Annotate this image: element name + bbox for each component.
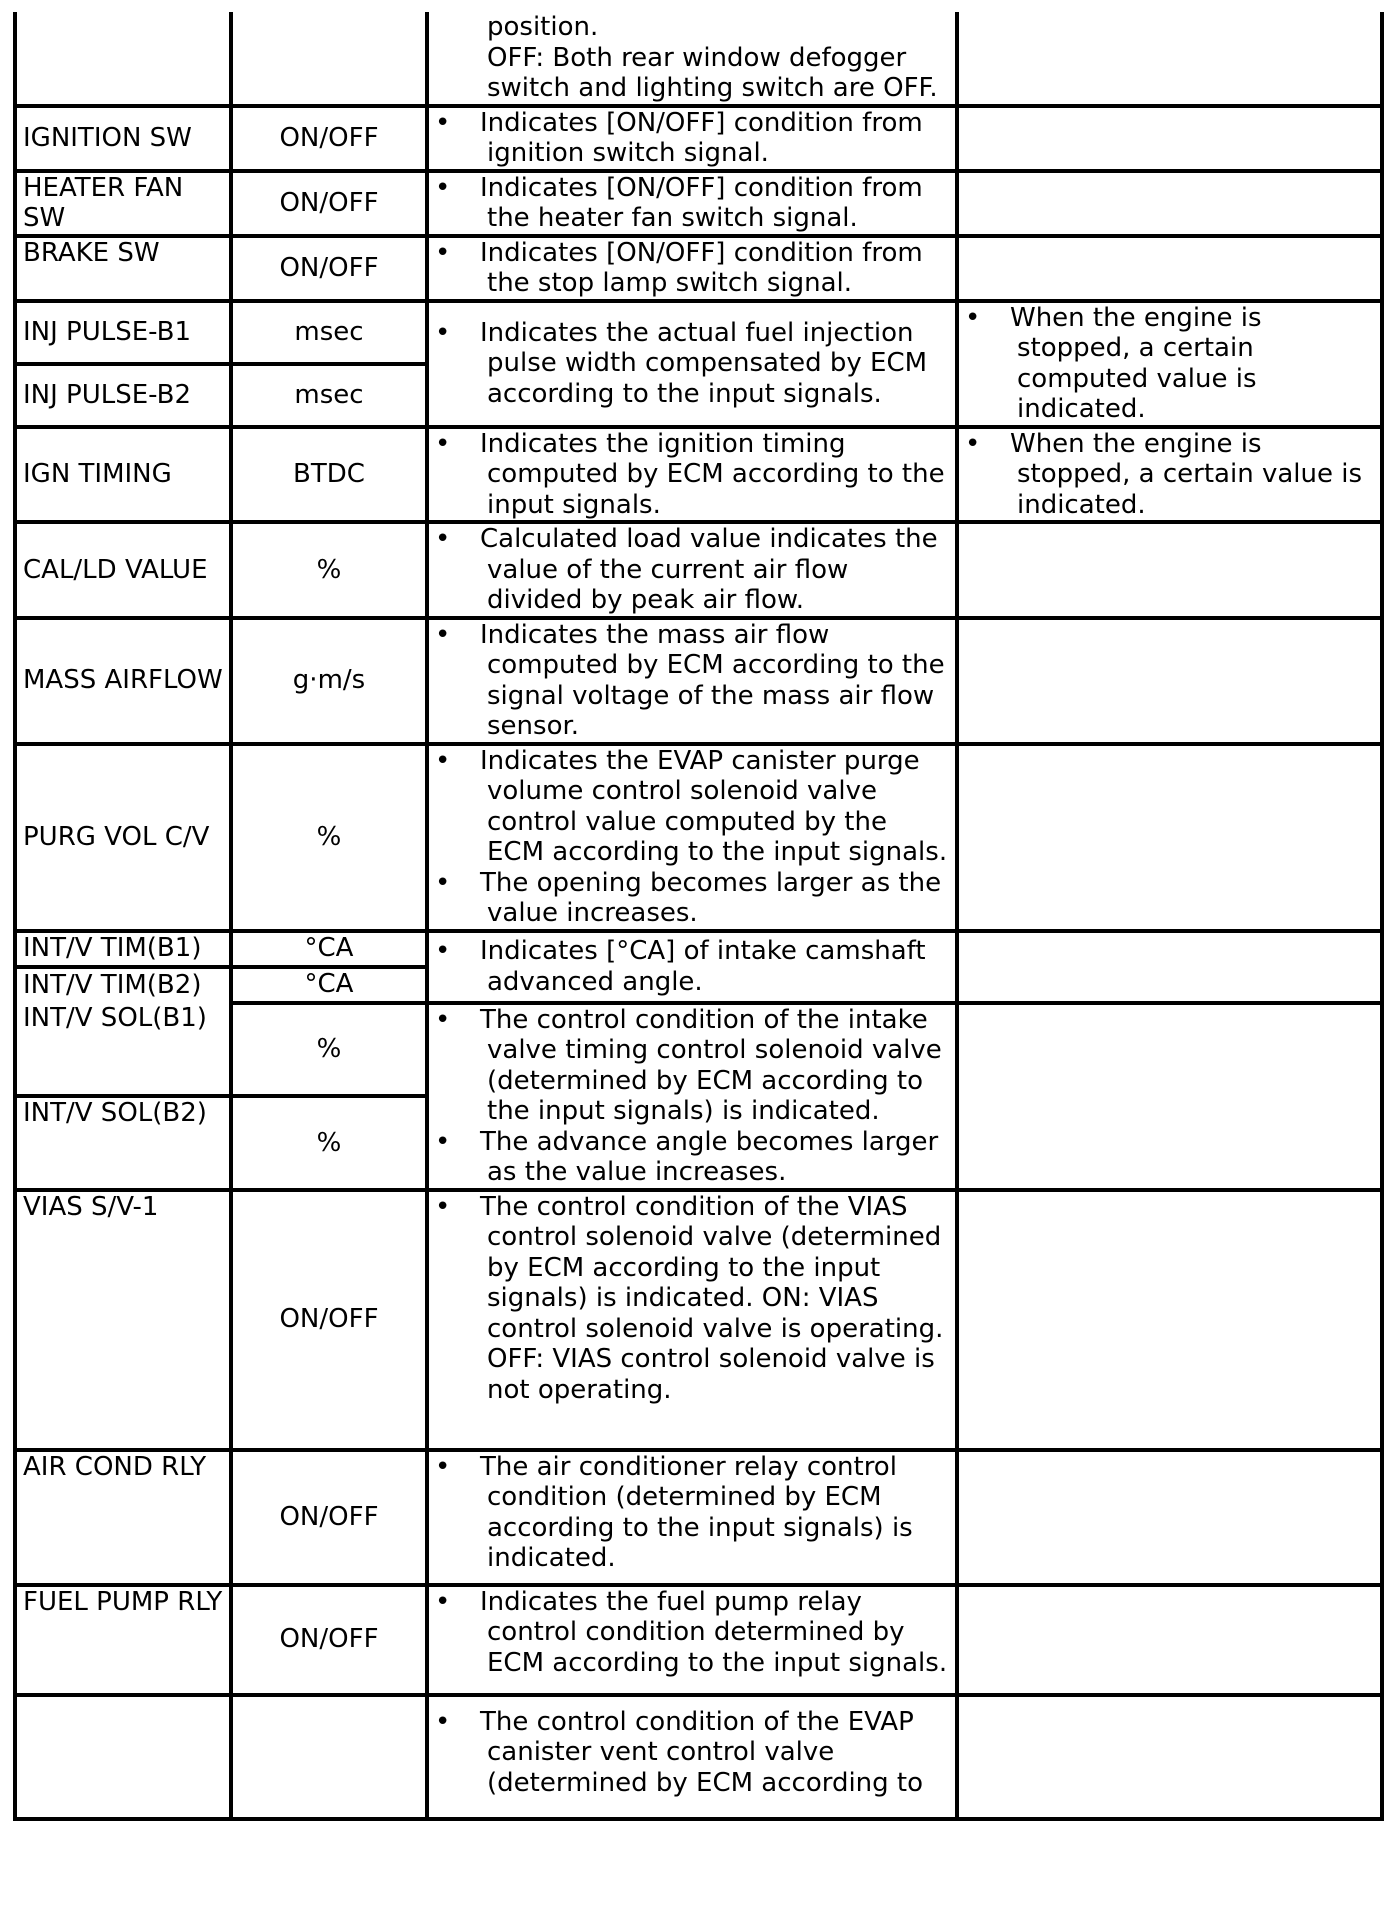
description-bullet: • Indicates [ON/OFF] condition from ignition switch signal.: [435, 108, 951, 169]
description-bullet: • Indicates [ON/OFF] condition from the heater fan switch signal.: [435, 173, 951, 234]
item-name: PURG VOL C/V: [23, 821, 210, 852]
item-unit: ON/OFF: [279, 122, 379, 153]
unit-cell: [231, 301, 427, 364]
table-row: [15, 427, 1382, 523]
item-unit: %: [316, 1127, 342, 1158]
item-name-cell: [15, 1585, 231, 1695]
description-cell: [427, 236, 957, 301]
data-monitor-table: [13, 12, 1384, 1821]
unit-cell: [231, 106, 427, 171]
description-cell: [427, 1695, 957, 1819]
unit-cell: [231, 1585, 427, 1695]
remark-cell: [957, 1190, 1382, 1450]
item-name-cell: [15, 1003, 231, 1097]
unit-cell: [231, 618, 427, 744]
unit-cell: [231, 427, 427, 523]
unit-cell: [231, 522, 427, 618]
item-name-cell: [15, 171, 231, 236]
description-cell: [427, 1190, 957, 1450]
table-row: [15, 1003, 1382, 1097]
description-cell: [427, 12, 957, 106]
item-name: BRAKE SW: [23, 237, 160, 268]
item-name: IGN TIMING: [23, 459, 172, 489]
description-cell: [427, 106, 957, 171]
item-name: INT/V TIM(B1): [23, 933, 202, 964]
description-cell: [427, 1003, 957, 1190]
item-name: HEATER FAN SW: [23, 172, 184, 233]
item-name-cell: [15, 744, 231, 931]
table-row: [15, 171, 1382, 236]
item-name-cell: [15, 618, 231, 744]
table-row: [15, 1585, 1382, 1695]
table-row: [15, 522, 1382, 618]
description-cell: [427, 522, 957, 618]
item-name: IGNITION SW: [23, 122, 192, 153]
description-bullet: • Indicates the mass air flow computed by ECM according to the signal voltage of the mass air flow sensor.: [435, 620, 951, 742]
item-name: VIAS S/V-1: [23, 1191, 159, 1222]
item-unit: BTDC: [293, 459, 365, 489]
item-name: INT/V SOL(B1): [23, 1002, 207, 1033]
description-bullet: • Calculated load value indicates the value of the current air flow divided by peak air flow.: [435, 524, 951, 616]
table-row: [15, 1695, 1382, 1819]
item-name-cell: [15, 1096, 231, 1190]
item-name-cell: [15, 364, 231, 427]
description-cell: [427, 1585, 957, 1695]
remark-cell: [957, 522, 1382, 618]
remark-cell: [957, 618, 1382, 744]
description-cell: [427, 744, 957, 931]
unit-cell: [231, 744, 427, 931]
item-name: INT/V TIM(B2): [23, 970, 202, 1001]
table-row: [15, 301, 1382, 364]
item-name-cell: [15, 427, 231, 523]
remark-cell: [957, 236, 1382, 301]
item-name-cell: [15, 301, 231, 364]
item-unit: °CA: [304, 933, 354, 964]
remark-cell: [957, 744, 1382, 931]
description-bullet: • Indicates the EVAP canister purge volume control solenoid valve control value computed by the ECM according to the input signals.: [435, 746, 951, 868]
item-unit: %: [316, 554, 342, 585]
unit-cell: [231, 171, 427, 236]
table-row: [15, 236, 1382, 301]
item-unit: msec: [294, 316, 364, 347]
description-bullet: • The control condition of the EVAP canister vent control valve (determined by ECM according to: [435, 1707, 951, 1799]
description-bullet: • The air conditioner relay control condition (determined by ECM according to the input signals) is indicated.: [435, 1452, 951, 1574]
table-row: [15, 931, 1382, 967]
item-name: FUEL PUMP RLY: [23, 1586, 223, 1617]
item-name-cell: [15, 236, 231, 301]
description-cell: [427, 171, 957, 236]
description-bullet: • Indicates the ignition timing computed by ECM according to the input signals.: [435, 429, 951, 521]
description-cell: [427, 1450, 957, 1585]
remark-cell: [957, 931, 1382, 1003]
table-row: [15, 1190, 1382, 1450]
description-bullet: • Indicates the actual fuel injection pulse width compensated by ECM according to the input signals.: [435, 318, 951, 410]
table-row: [15, 12, 1382, 106]
item-name-cell: [15, 106, 231, 171]
item-name-cell: [15, 1695, 231, 1819]
item-unit: ON/OFF: [279, 1304, 379, 1335]
remark-cell: [957, 1695, 1382, 1819]
item-unit: ON/OFF: [279, 252, 379, 283]
item-name: INJ PULSE-B1: [23, 316, 192, 347]
remark-cell: [957, 12, 1382, 106]
description-bullet: • Indicates [ON/OFF] condition from the stop lamp switch signal.: [435, 238, 951, 299]
table-row: [15, 106, 1382, 171]
description-cell: [427, 931, 957, 1003]
remark-cell: [957, 171, 1382, 236]
unit-cell: [231, 1096, 427, 1190]
description-bullet: • The control condition of the VIAS control solenoid valve (determined by ECM according to the input signals) is indicated. ON: VIAS control solenoid valve is operating. OFF: VIAS control solenoid valve is not operating.: [435, 1192, 951, 1406]
item-name-cell: [15, 12, 231, 106]
description-bullet: • The advance angle becomes larger as the value increases.: [435, 1127, 951, 1188]
table-row: [15, 744, 1382, 931]
item-unit: °CA: [304, 969, 354, 1000]
unit-cell: [231, 1190, 427, 1450]
remark-cell: [957, 301, 1382, 427]
description-line: OFF: Both rear window defogger: [487, 42, 907, 73]
table-row: [15, 1450, 1382, 1585]
description-cell: [427, 427, 957, 523]
description-bullet: • The control condition of the intake valve timing control solenoid valve (determined by ECM according to the input signals) is indicated.: [435, 1005, 951, 1127]
description-line: switch and lighting switch are OFF.: [487, 73, 938, 103]
item-unit: %: [316, 1034, 342, 1064]
item-name-cell: [15, 1190, 231, 1450]
unit-cell: [231, 12, 427, 106]
item-name: INJ PULSE-B2: [23, 379, 192, 410]
remark-bullet: • When the engine is stopped, a certain value is indicated.: [965, 429, 1376, 521]
remark-cell: [957, 427, 1382, 523]
remark-cell: [957, 106, 1382, 171]
description-bullet: • Indicates [°CA] of intake camshaft advanced angle.: [435, 936, 951, 997]
item-name: AIR COND RLY: [23, 1451, 207, 1482]
item-unit: %: [316, 821, 342, 852]
item-unit: msec: [294, 379, 364, 410]
remark-cell: [957, 1450, 1382, 1585]
unit-cell: [231, 1450, 427, 1585]
description-line: position.: [487, 12, 599, 42]
table-row: [15, 618, 1382, 744]
remark-cell: [957, 1585, 1382, 1695]
item-name: MASS AIRFLOW: [23, 665, 223, 696]
item-name-cell: [15, 967, 231, 1003]
item-unit: g·m/s: [292, 665, 366, 696]
item-name-cell: [15, 522, 231, 618]
item-unit: ON/OFF: [279, 187, 379, 218]
unit-cell: [231, 931, 427, 967]
item-unit: ON/OFF: [279, 1624, 379, 1655]
unit-cell: [231, 236, 427, 301]
item-name-cell: [15, 1450, 231, 1585]
description-cell: [427, 618, 957, 744]
description-bullet: • Indicates the fuel pump relay control condition determined by ECM according to the input signals.: [435, 1587, 951, 1679]
item-name: CAL/LD VALUE: [23, 554, 208, 585]
remark-cell: [957, 1003, 1382, 1190]
item-name-cell: [15, 931, 231, 967]
description-bullet: • The opening becomes larger as the value increases.: [435, 868, 951, 929]
item-name: INT/V SOL(B2): [23, 1098, 207, 1128]
unit-cell: [231, 967, 427, 1003]
item-unit: ON/OFF: [279, 1501, 379, 1532]
unit-cell: [231, 364, 427, 427]
unit-cell: [231, 1695, 427, 1819]
description-cell: [427, 301, 957, 427]
unit-cell: [231, 1003, 427, 1097]
remark-bullet: • When the engine is stopped, a certain computed value is indicated.: [965, 303, 1376, 425]
